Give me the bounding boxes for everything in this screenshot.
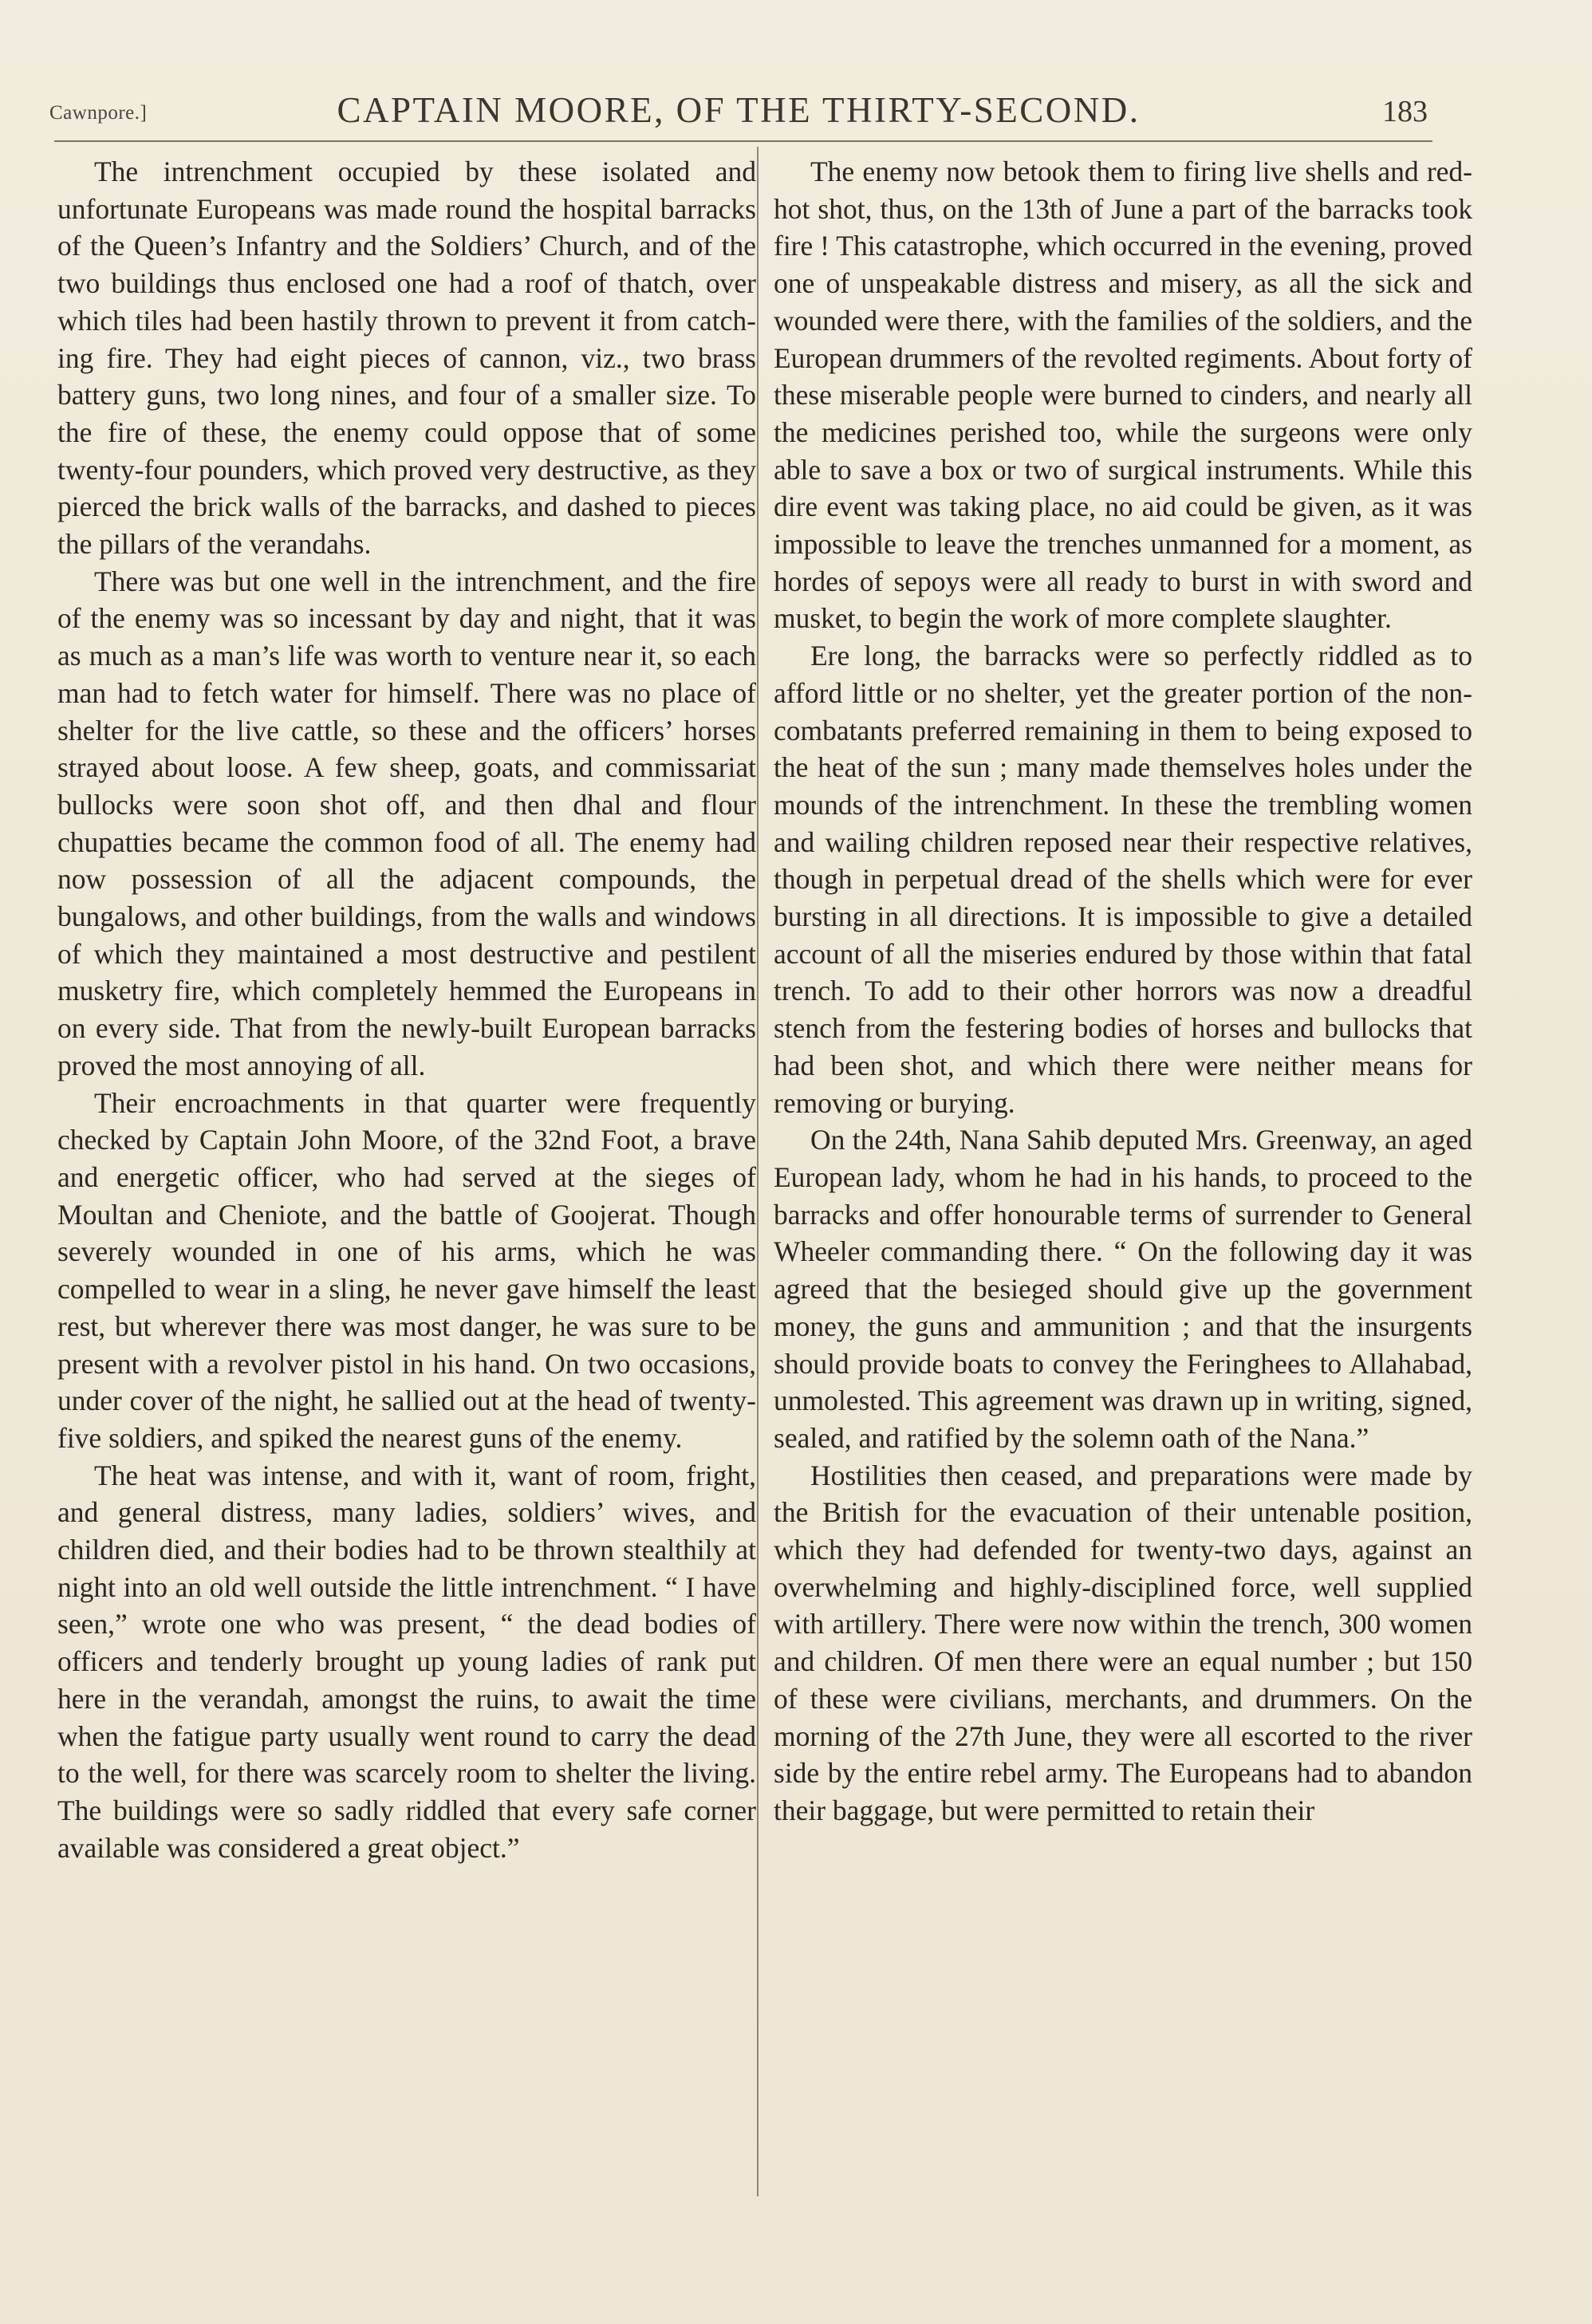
paragraph: The intrenchment occupied by these isolated and unfortunate Europeans was made round the hospital barracks of the Queen’s Infantry and the Soldiers’ Church, and of the two buildings thus enclosed one had a roof of thatch, over which tiles had been hastily thrown to prevent it from catching fire. They had eight pieces of cannon, viz., two brass battery guns, two long nines, and four of a smaller size. To the fire of these, the enemy could oppose that of some twenty-four pounders, which proved very destructive, as they pierced the brick walls of the barracks, and dashed to pieces the pillars of the verandahs. [57,156,756,561]
running-head: Cawnpore.] [49,102,148,124]
paragraph: The heat was intense, and with it, want of room, fright, and general distress, many ladies, soldiers’ wives, and children died, and their bodies had to be thrown stealthily at night into an old well outside the little intrenchment. “ I have seen,” wrote one who was present, “ the dead bodies of officers and tenderly brought up young ladies of rank put here in the verandah, amongst the ruins, to await the time when the fatigue party usually went round to carry the dead to the well, for there was scarcely room to shelter the living. The buildings were so sadly riddled that every safe corner available was considered a great object.” [57,1459,756,1864]
paragraph: Hostilities then ceased, and preparations were made by the British for the evacuation of their untenable position, which they had defended for twenty-two days, against an overwhelming and highly-disciplined force, well supplied with artillery. There were now within the trench, 300 women and children. Of men there were an equal number ; but 150 of these were civilians, merchants, and drummers. On the morning of the 27th June, they were all escorted to the river side by the entire rebel army. The Europeans had to abandon their baggage, but were permitted to retain their [774,1459,1472,1826]
paragraph: Ere long, the barracks were so perfectly riddled as to afford little or no shelter, yet the greater portion of the non-combatants preferred remaining in them to being exposed to the heat of the sun ; many made themselves holes under the mounds of the intrenchment. In these the trembling women and wailing children reposed near their respective relatives, though in perpetual dread of the shells which were for ever bursting in all directions. It is impossible to give a detailed account of all the miseries endured by those within that fatal trench. To add to their other horrors was now a dreadful stench from the festering bodies of horses and bullocks that had been shot, and which there were neither means for removing or burying. [774,640,1472,1119]
paragraph: The enemy now betook them to firing live shells and red-hot shot, thus, on the 13th of June a part of the barracks took fire ! This catastrophe, which occurred in the evening, proved one of unspeakable distress and misery, as all the sick and wounded were there, with the families of the soldiers, and the European drummers of the revolted regiments. About forty of these miserable people were burned to cinders, and nearly all the medicines perished too, while the surgeons were only able to save a box or two of surgical instruments. While this dire event was taking place, no aid could be given, as it was impossible to leave the trenches unmanned for a moment, as hordes of sepoys were all ready to burst in with sword and musket, to begin the work of more complete slaughter. [774,156,1472,635]
page-header [49,80,1428,136]
paragraph: On the 24th, Nana Sahib deputed Mrs. Greenway, an aged European lady, whom he had in his hands, to proceed to the barracks and offer honourable terms of surrender to General Wheeler commanding there. “ On the following day it was agreed that the besieged should give up the government money, the guns and ammunition ; and that the insurgents should provide boats to convey the Feringhees to Allahabad, unmolested. This agreement was drawn up in writing, signed, sealed, and ratified by the solemn oath of the Nana.” [774,1124,1472,1454]
left-column [57,153,756,1866]
column-divider [757,147,759,2196]
header-rule [54,140,1432,142]
paragraph: There was but one well in the intrenchment, and the fire of the enemy was so incessant by day and night, that it was as much as a man’s life was worth to venture near it, so each man had to fetch water for himself. There was no place of shelter for the live cattle, so these and the officers’ horses strayed about loose. A few sheep, goats, and commissariat bullocks were soon shot off, and then dhal and flour chupatties became the common food of all. The enemy had now possession of all the adjacent compounds, the bungalows, and other buildings, from the walls and windows of which they maintained a most destructive and pestilent musketry fire, which completely hemmed the Europeans in on every side. That from the newly-built European barracks proved the most annoying of all. [57,565,756,1081]
page-number: 183 [1382,95,1428,128]
page-title: CAPTAIN MOORE, OF THE THIRTY-SECOND. [337,90,1141,130]
right-column [774,153,1472,1830]
paragraph: Their encroachments in that quarter were frequently checked by Captain John Moore, of the 32nd Foot, a brave and energetic officer, who had served at the sieges of Moultan and Cheniote, and the battle of Goojerat. Though severely wounded in one of his arms, which he was compelled to wear in a sling, he never gave himself the least rest, but wherever there was most danger, he was sure to be present with a revolver pistol in his hand. On two occasions, under cover of the night, he sallied out at the head of twenty-five soldiers, and spiked the nearest guns of the enemy. [57,1086,756,1454]
